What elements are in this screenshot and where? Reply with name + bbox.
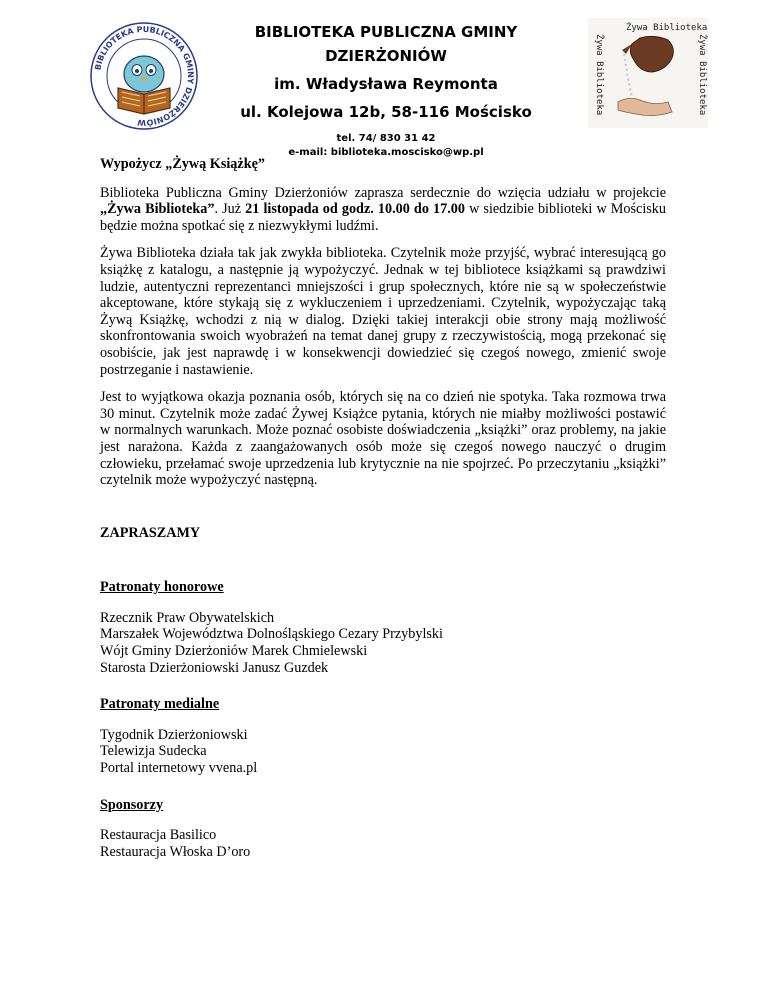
document-body [100,156,666,860]
zywa-logo-label-top: Żywa Biblioteka [626,23,708,33]
honorary-item: Starosta Dzierżoniowski Janusz Guzdek [100,659,329,676]
library-address: ul. Kolejowa 12b, 58-116 Mościsko [240,103,532,121]
letterhead [196,18,576,160]
description-paragraph: Żywa Biblioteka działa tak jak zwykła biblioteka. Czytelnik może przyjść, wybrać interesującą go książkę z katalogu, a następnie ją wypożyczyć. Jednak w tej bibliotece książkami są prawdziwi ludzie, autentyczni reprezentanci mniejszości i grup społecznych, które nie są w społeczeństwie akceptowane, które stykają się z wykluczeniem i uprzedzeniami. Czytelnik, wypożyczając taką Żywą Książkę, wchodzi z nią w dialog. Dzięki takiej interakcji obie strony mają możliwość skonfrontowania swoich wyobrażeń na temat danej grupy z rzeczywistością, mogą przekonać się osobiście, jak jest naprawdę i w konsekwencji dowiedzieć się czegoś nowego, zmienić swoje postrzeganie i nastawienie. [100,245,666,378]
library-patron: im. Władysława Reymonta [274,75,498,93]
details-paragraph: Jest to wyjątkowa okazja poznania osób, których się na co dzień nie spotyka. Taka rozmowa trwa 30 minut. Czytelnik może zadać Żywej Książce pytania, których nie miałby możliwości postawić w normalnych warunkach. Może poznać osobiste doświadczenia „książki” oraz problemy, na jakie jest narażona. Każda z zaangażowanych osób może się czegoś nowego nauczyć o drugim człowieku, przełamać swoje uprzedzenia lub krytycznie na nie spojrzeć. Po przeczytaniu „książki” czytelnik może wypożyczyć następną. [100,389,666,489]
media-item: Telewizja Sudecka [100,743,207,760]
sponsors-heading: Sponsorzy [100,796,164,813]
library-name: BIBLIOTEKA PUBLICZNA GMINY DZIERŻONIÓW [254,23,518,65]
invite-heading: ZAPRASZAMY [100,524,201,541]
sponsor-item: Restauracja Basilico [100,827,217,844]
media-item: Portal internetowy vvena.pl [100,760,258,777]
media-heading: Patronaty medialne [100,696,220,713]
owl-reading-book-icon [118,56,170,114]
honorary-item: Wójt Gminy Dzierżoniów Marek Chmielewski [100,643,368,660]
media-item: Tygodnik Dzierżoniowski [100,726,248,743]
intro-paragraph: Biblioteka Publiczna Gminy Dzierżoniów zaprasza serdecznie do wzięcia udziału w projekcie „Żywa Biblioteka”. Już 21 listopada od godz. 10.00 do 17.00 w siedzibie biblioteki w Mościsku będzie można spotkać się z niezwykłymi ludźmi. [100,184,666,234]
sponsor-item: Restauracja Włoska D’oro [100,843,251,860]
zywa-logo-label-right: Żywa Biblioteka [697,34,707,116]
document-title: Wypożycz „Żywą Książkę” [100,156,265,172]
zywa-biblioteka-logo [588,18,708,128]
library-email: e-mail: biblioteka.moscisko@wp.pl [288,147,484,158]
library-logo [88,20,200,132]
logo-ring-text: BIBLIOTEKA PUBLICZNA GMINY DZIERŻONIÓW [93,24,196,128]
honorary-item: Rzecznik Praw Obywatelskich [100,609,275,626]
honorary-item: Marszałek Województwa Dolnośląskiego Cezary Przybylski [100,626,443,643]
honorary-heading: Patronaty honorowe [100,579,224,596]
zywa-logo-label-left: Żywa Biblioteka [594,34,604,116]
library-phone: tel. 74/ 830 31 42 [336,133,436,144]
